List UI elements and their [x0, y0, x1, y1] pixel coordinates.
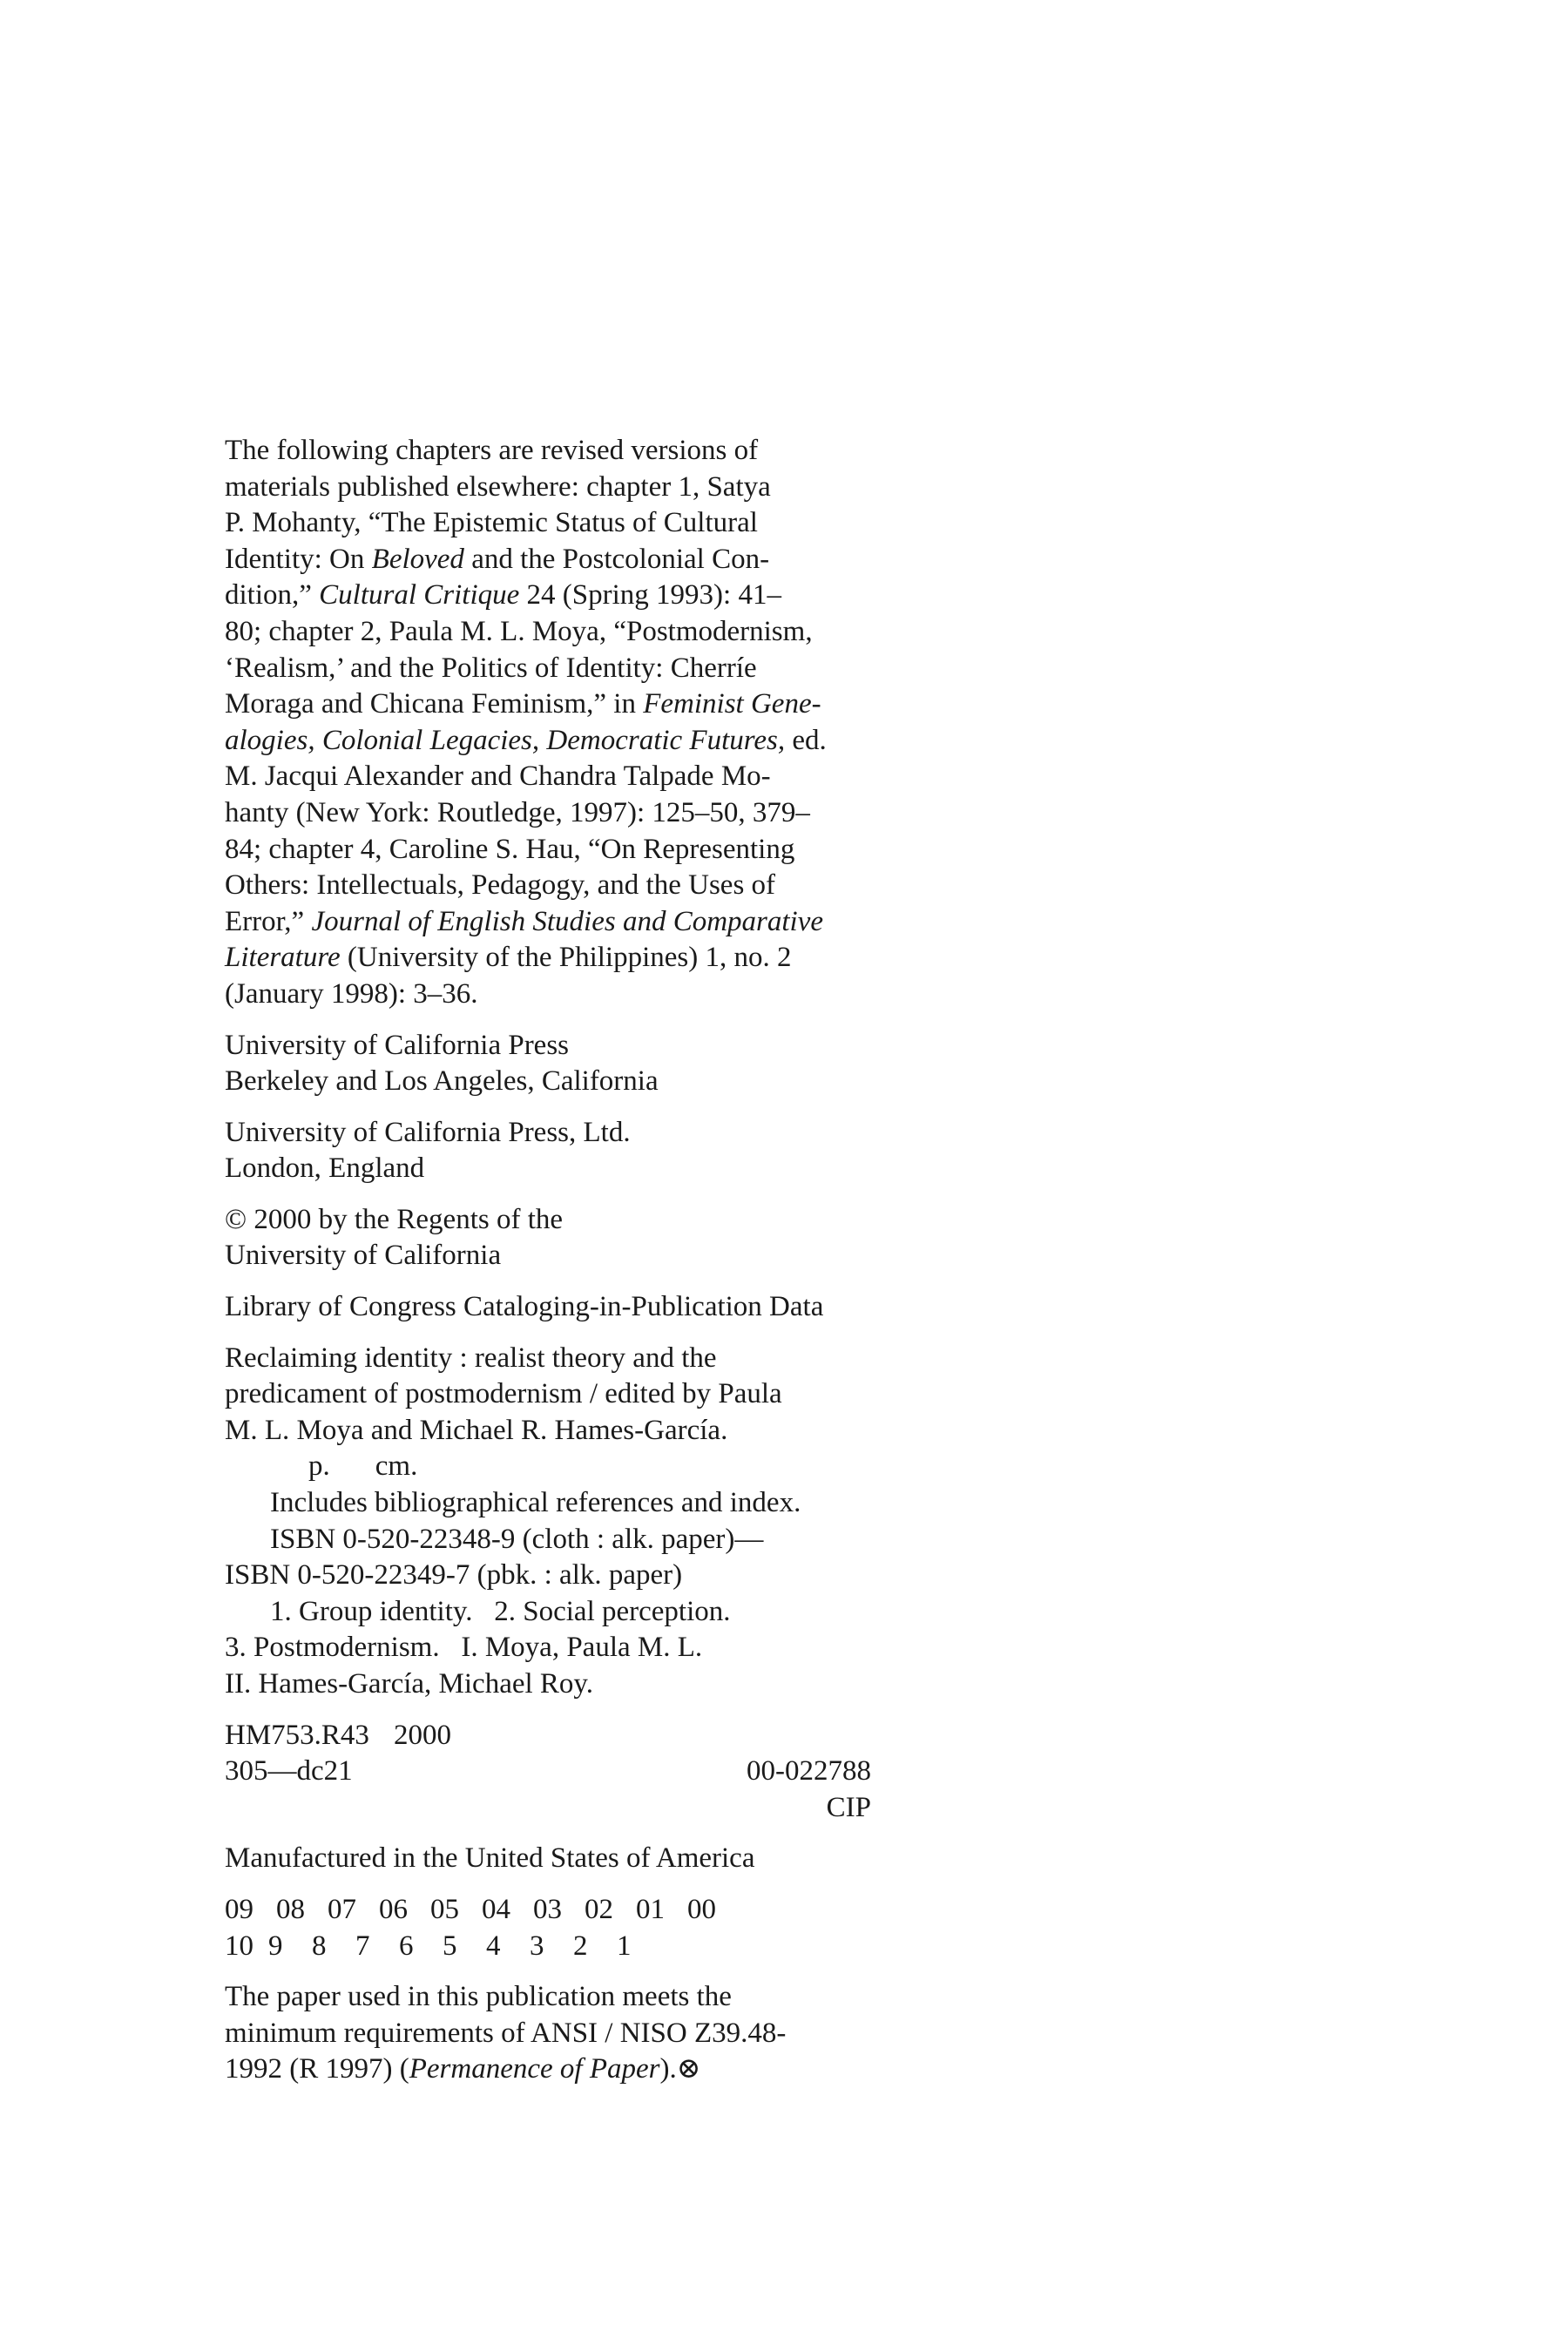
cip-record — [225, 1341, 904, 1703]
source-note-line: materials published elsewhere: chapter 1, Satya — [225, 470, 771, 503]
source-note-line: 80; chapter 2, Paula M. L. Moya, “Postmodernism, — [225, 615, 813, 647]
text-run: Moraga and Chicana Feminism,” in — [225, 688, 644, 720]
printing-number: 10 — [225, 1930, 253, 1962]
printing-number: 6 — [399, 1930, 414, 1962]
italic-title: Cultural Critique — [319, 579, 520, 612]
cip-pagination — [225, 1449, 904, 1485]
source-note-line: 84; chapter 4, Caroline S. Hau, “On Representing — [225, 833, 795, 865]
paper-note-line — [225, 2051, 904, 2088]
source-note-line — [225, 940, 904, 977]
cip-title-line: predicament of postmodernism / edited by Paula — [225, 1378, 782, 1410]
printing-number: 4 — [486, 1930, 501, 1962]
paper-note-line: minimum requirements of ANSI / NISO Z39.48- — [225, 2017, 787, 2049]
source-note-line: The following chapters are revised versions of — [225, 435, 759, 466]
printing-number: 2 — [573, 1930, 588, 1962]
source-note — [225, 433, 904, 1013]
printing-number: 1 — [617, 1930, 632, 1962]
cip-heading-text: Library of Congress Cataloging-in-Publication Data — [225, 1291, 824, 1323]
italic-title: Literature — [225, 942, 341, 974]
publisher-uk — [225, 1115, 904, 1187]
cip-isbn: ISBN 0-520-22348-9 (cloth : alk. paper)— — [270, 1523, 764, 1555]
text-run: dition,” — [225, 579, 320, 612]
source-note-line: ‘Realism,’ and the Politics of Identity: Cherríe — [225, 652, 757, 684]
copyright-notice — [225, 1202, 904, 1274]
paper-note-line: The paper used in this publication meets the — [225, 1981, 732, 2013]
cip-title-line: M. L. Moya and Michael R. Hames-García. — [225, 1414, 728, 1446]
lccn: 00-022788 — [747, 1755, 871, 1788]
text-run: ).⊗ — [659, 2053, 701, 2085]
printing-number: 8 — [312, 1930, 327, 1962]
printing-year: 01 — [636, 1893, 665, 1925]
printing-year: 08 — [276, 1893, 305, 1925]
publisher-name: University of California Press — [225, 1029, 570, 1061]
printing-years — [225, 1892, 904, 1929]
source-note-line: M. Jacqui Alexander and Chandra Talpade Mo- — [225, 760, 771, 793]
cip-heading — [225, 1289, 904, 1326]
source-note-line — [225, 578, 904, 614]
source-note-line — [225, 686, 904, 723]
source-note-line: Others: Intellectuals, Pedagogy, and the Uses of — [225, 869, 776, 902]
printing-number: 3 — [530, 1930, 544, 1962]
printing-year: 07 — [328, 1893, 356, 1925]
italic-title: Permanence of Paper — [409, 2053, 660, 2085]
printing-year: 03 — [533, 1893, 562, 1925]
copyright-page — [225, 433, 904, 2103]
printing-year: 06 — [379, 1893, 408, 1925]
manufactured — [225, 1841, 904, 1877]
italic-title: alogies, Colonial Legacies, Democratic Futures, — [225, 724, 786, 756]
printing-year: 05 — [430, 1893, 459, 1925]
text-run: ed. — [785, 724, 827, 756]
italic-title: Feminist Gene- — [643, 688, 821, 720]
text-run: (University of the Philippines) 1, no. 2 — [340, 942, 792, 974]
printing-numbers — [225, 1929, 904, 1965]
printing-year: 00 — [687, 1893, 716, 1925]
cip-title-line: Reclaiming identity : realist theory and the — [225, 1342, 717, 1374]
printing-number: 5 — [443, 1930, 457, 1962]
source-note-line: P. Mohanty, “The Epistemic Status of Cultural — [225, 507, 758, 539]
publisher-location: London, England — [225, 1152, 425, 1185]
manufactured-text: Manufactured in the United States of America — [225, 1842, 755, 1875]
pagination-cm: cm. — [375, 1450, 418, 1483]
source-note-line: hanty (New York: Routledge, 1997): 125–50, 379– — [225, 796, 810, 828]
text-run: 24 (Spring 1993): 41– — [519, 579, 781, 612]
text-run: 1992 (R 1997) ( — [225, 2053, 409, 2085]
cip-subjects: 3. Postmodernism. I. Moya, Paula M. L. — [225, 1632, 703, 1664]
text-run: Identity: On — [225, 543, 372, 575]
text-run: Error,” — [225, 905, 312, 937]
classification — [225, 1718, 904, 1827]
cip-notes: Includes bibliographical references and index. — [270, 1487, 801, 1519]
printing-year: 02 — [585, 1893, 613, 1925]
dewey-number: 305—dc21 — [225, 1755, 353, 1788]
cip-subjects: II. Hames-García, Michael Roy. — [225, 1668, 594, 1700]
publisher-name: University of California Press, Ltd. — [225, 1116, 631, 1148]
source-note-line — [225, 542, 904, 578]
source-note-line — [225, 723, 904, 760]
lc-number: HM753.R43 — [225, 1719, 369, 1751]
italic-title: Beloved — [371, 543, 464, 575]
publisher-us — [225, 1028, 904, 1100]
printing-line — [225, 1892, 904, 1964]
text-run: and the Postcolonial Con- — [463, 543, 770, 575]
paper-note — [225, 1979, 904, 2088]
printing-number: 7 — [355, 1930, 370, 1962]
cip-isbn: ISBN 0-520-22349-7 (pbk. : alk. paper) — [225, 1559, 683, 1592]
source-note-line: (January 1998): 3–36. — [225, 977, 478, 1010]
cip-mark: CIP — [826, 1791, 871, 1823]
printing-year: 04 — [482, 1893, 510, 1925]
copyright-line: University of California — [225, 1240, 502, 1272]
italic-title: Journal of English Studies and Comparative — [311, 905, 824, 937]
source-note-line — [225, 904, 904, 941]
lc-classification — [225, 1718, 904, 1754]
lc-year: 2000 — [393, 1719, 451, 1751]
printing-number: 9 — [268, 1930, 283, 1962]
cip-subjects: 1. Group identity. 2. Social perception. — [270, 1595, 731, 1627]
pagination-p: p. — [308, 1450, 330, 1483]
dewey-row — [225, 1754, 871, 1790]
publisher-location: Berkeley and Los Angeles, California — [225, 1065, 659, 1098]
printing-year: 09 — [225, 1893, 253, 1925]
copyright-line: © 2000 by the Regents of the — [225, 1203, 564, 1235]
